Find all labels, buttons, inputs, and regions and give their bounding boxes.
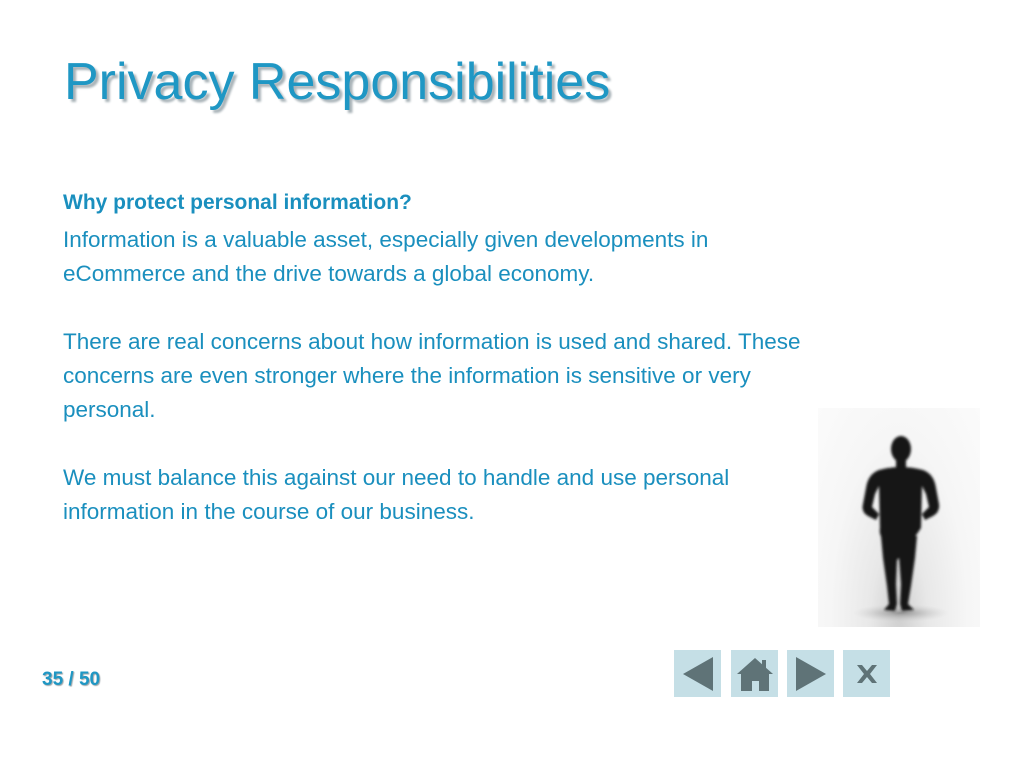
home-icon xyxy=(735,654,775,694)
silhouette-man-icon xyxy=(818,408,980,627)
paragraph-1: Information is a valuable asset, especially given developments in eCommerce and the drive towards a global economy. xyxy=(63,227,709,286)
paragraph-2: There are real concerns about how information is used and shared. These concerns are even stronger where the information is sensitive or very personal. xyxy=(63,329,801,422)
paragraph-3: We must balance this against our need to handle and use personal information in the course of our business. xyxy=(63,465,730,524)
triangle-left-icon xyxy=(678,654,718,694)
page-indicator: 35 / 50 xyxy=(42,669,101,690)
previous-slide-button[interactable] xyxy=(674,650,721,697)
x-icon xyxy=(847,654,887,694)
close-button[interactable] xyxy=(843,650,890,697)
next-slide-button[interactable] xyxy=(787,650,834,697)
triangle-right-icon xyxy=(791,654,831,694)
home-button[interactable] xyxy=(731,650,778,697)
section-heading: Why protect personal information? xyxy=(63,191,412,214)
slide-title: Privacy Responsibilities xyxy=(64,53,611,111)
slide-content xyxy=(63,187,823,563)
